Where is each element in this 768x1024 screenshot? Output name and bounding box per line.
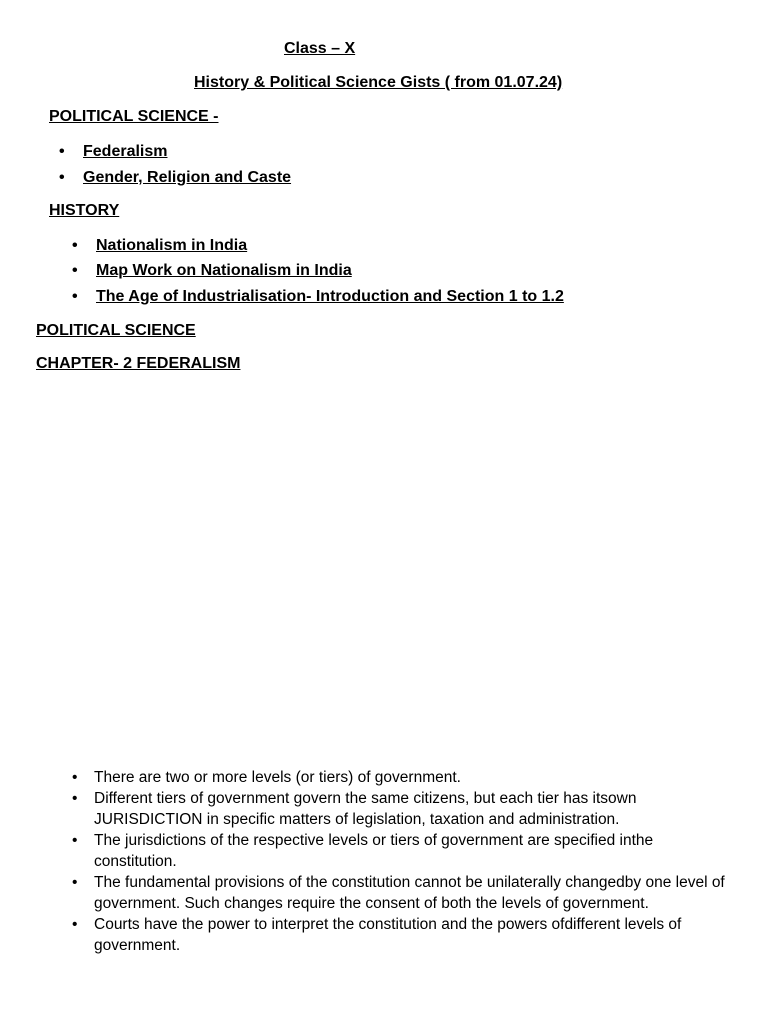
bullet-icon: • [72,832,78,849]
bullet-icon: • [59,169,65,186]
class-title: Class – X [284,40,356,57]
bullet-icon: • [72,916,78,933]
history-heading: HISTORY [49,202,120,219]
list-item: • Federalism [59,143,168,160]
bullet-icon: • [72,874,78,891]
document-subtitle: History & Political Science Gists ( from 01.07.24) [194,74,563,91]
history-topic-list [72,236,564,312]
bullet-icon: • [72,790,78,807]
list-item: • There are two or more levels (or tiers) of government. [72,769,461,786]
political-science-heading: POLITICAL SCIENCE - [49,108,219,125]
list-item: • Nationalism in India [72,237,248,254]
bullet-icon: • [59,143,65,160]
political-science-topic-list [59,142,292,194]
federalism-features-list [72,767,734,956]
section-heading: POLITICAL SCIENCE [36,322,196,339]
list-item: • Different tiers of government govern the same citizens, but each tier has itsown JURISDICTION in specific matters of legislation, taxation and administration. [72,790,637,828]
bullet-icon: • [72,237,78,254]
list-item: • Courts have the power to interpret the constitution and the powers ofdifferent levels of government. [72,916,682,954]
chapter-heading: CHAPTER- 2 FEDERALISM [36,355,241,372]
bullet-icon: • [72,288,78,305]
list-item: • The jurisdictions of the respective levels or tiers of government are specified inthe constitution. [72,832,654,870]
list-item: • Gender, Religion and Caste [59,169,292,186]
list-item: • Map Work on Nationalism in India [72,262,352,279]
bullet-icon: • [72,262,78,279]
list-item: • The fundamental provisions of the constitution cannot be unilaterally changedby one level of government. Such changes require the consent of both the levels of government. [72,874,725,912]
list-item: • The Age of Industrialisation- Introduction and Section 1 to 1.2 [72,288,564,305]
bullet-icon: • [72,769,78,786]
